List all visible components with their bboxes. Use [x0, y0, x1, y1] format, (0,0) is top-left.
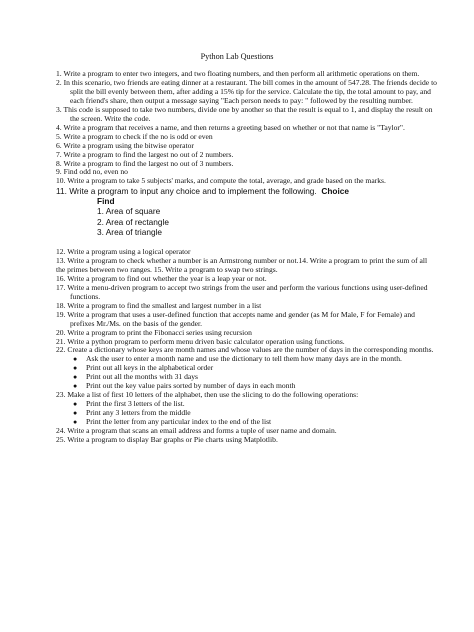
- bullet-icon: ●: [73, 364, 78, 373]
- document-title: Python Lab Questions: [200, 52, 274, 61]
- question-9: 9. Find odd no, even no: [56, 167, 128, 177]
- question-11-option: 1. Area of square: [97, 206, 161, 217]
- question-11-options: [56, 206, 438, 237]
- question-10: 10. Write a program to take 5 subjects' marks, and compute the total, average, and grade based on the marks.: [56, 176, 386, 186]
- question-12: 12. Write a program using a logical operator: [56, 247, 191, 256]
- question-list: [56, 70, 438, 445]
- question-5: 5. Write a program to check if the no is odd or even: [56, 131, 213, 141]
- bullet-text: Print any 3 letters from the middle: [86, 408, 191, 418]
- question-21: 21. Write a python program to perform menu driven basic calculator operation using functions.: [56, 336, 345, 346]
- question-18: 18. Write a program to find the smallest and largest number in a list: [56, 300, 262, 310]
- question-1: 1. Write a program to enter two integers, and two floating numbers, and then perform all arithmetic operations on them.: [56, 69, 420, 78]
- question-11-find: Find: [97, 196, 115, 207]
- question-11-option: 3. Area of triangle: [97, 226, 163, 237]
- question-11-choice: Choice: [321, 186, 350, 197]
- question-24: 24. Write a program that scans an email address and forms a tuple of user name and domain.: [56, 426, 337, 436]
- bullet-text: Ask the user to enter a month name and use the dictionary to tell them how many days are in the month.: [86, 354, 402, 364]
- bullet-text: Print the first 3 letters of the list.: [86, 399, 185, 409]
- question-16: 16. Write a program to find out whether the year is a leap year or not.: [56, 273, 267, 283]
- question-22: 22. Create a dictionary whose keys are month names and whose values are the number of days in the corresponding months.: [56, 345, 434, 355]
- bullet-icon: ●: [73, 400, 78, 409]
- bullet-item: [56, 382, 438, 391]
- question-25: 25. Write a program to display Bar graphs or Pie charts using Matplotlib.: [56, 435, 278, 445]
- question-19: 19. Write a program that uses a user-defined function that accepts name and gender (as M for Male, F for Female) and prefixes Mr./Ms. on the basis of the gender.: [56, 309, 415, 328]
- bullet-text: Print out all keys in the alphabetical order: [86, 363, 214, 373]
- question-8: 8. Write a program to find the largest no out of 3 numbers.: [56, 158, 234, 168]
- question-23: 23. Make a list of first 10 letters of the alphabet, then use the slicing to do the following operations:: [56, 390, 359, 400]
- question-20: 20. Write a program to print the Fibonacci series using recursion: [56, 327, 252, 337]
- bullet-text: Print out all the months with 31 days: [86, 372, 199, 382]
- question-22-bullets: [56, 355, 438, 391]
- bullet-text: Print the letter from any particular index to the end of the list: [86, 417, 272, 427]
- questions-13-15: 13. Write a program to check whether a number is an Armstrong number or not.14. Write a program to print the sum of all the primes between two ranges. 15. Write a program to swap two strings.: [56, 255, 428, 274]
- question-11-option: 2. Area of rectangle: [97, 216, 169, 227]
- question-6: 6. Write a program using the bitwise operator: [56, 140, 194, 150]
- question-17: 17. Write a menu-driven program to accept two strings from the user and perform the various functions using user-defined functions.: [56, 282, 428, 301]
- question-7: 7. Write a program to find the largest no out of 2 numbers.: [56, 149, 234, 159]
- bullet-text: Print out the key value pairs sorted by number of days in each month: [86, 381, 296, 391]
- bullet-icon: ●: [73, 418, 78, 427]
- question-2: 2. In this scenario, two friends are eating dinner at a restaurant. The bill comes in the amount of 547.28. The friends decide to split the bill evenly between them, after adding a 15% tip for the service. Calculate the tip, the total amount to pay, and each friend's share, then output a message saying "Each person needs to pay: " followed by the resulting number.: [56, 77, 437, 105]
- question-11-text: 11. Write a program to input any choice and to implement the following.: [56, 186, 317, 197]
- bullet-icon: ●: [73, 409, 78, 418]
- question-11: [56, 186, 438, 196]
- bullet-icon: ●: [73, 373, 78, 382]
- question-4: 4. Write a program that receives a name, and then returns a greeting based on whether or not that name is "Taylor".: [56, 122, 405, 132]
- bullet-icon: ●: [73, 382, 78, 391]
- bullet-icon: ●: [73, 355, 78, 364]
- question-23-bullets: [56, 400, 438, 427]
- bullet-item: [56, 418, 438, 427]
- question-3: 3. This code is supposed to take two numbers, divide one by another so that the result is equal to 1, and display the result on the screen. Write the code.: [56, 104, 433, 123]
